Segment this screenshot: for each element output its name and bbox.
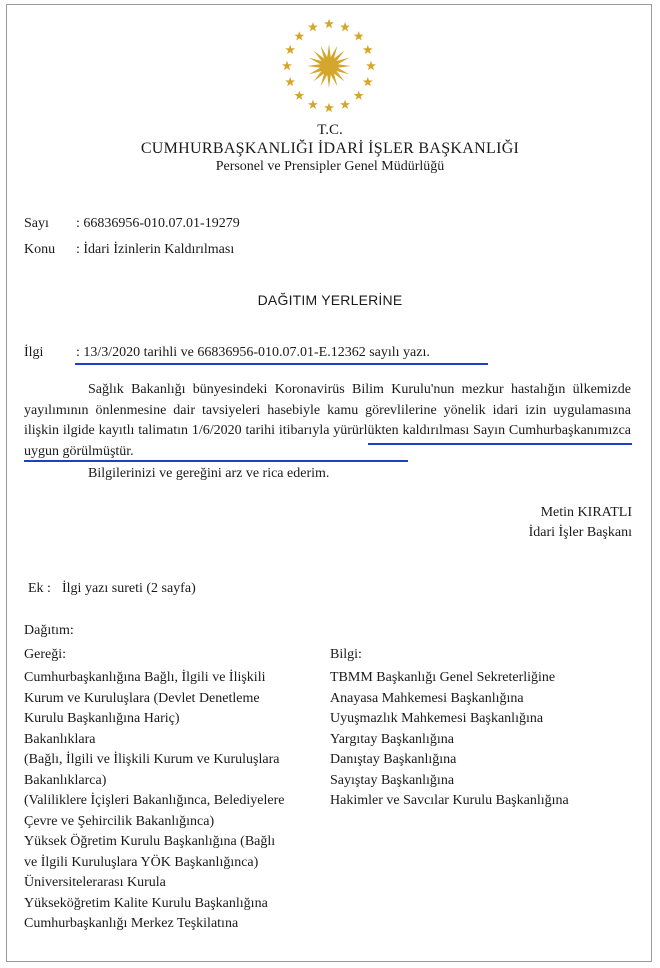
bilgi-list-item: Hakimler ve Savcılar Kurulu Başkanlığına [330,793,569,808]
bilgi-list-item: Danıştay Başkanlığına [330,752,457,767]
ilgi-label: İlgi [24,345,44,360]
header-department: Personel ve Prensipler Genel Müdürlüğü [215,159,445,174]
ek-label: Ek : [28,581,51,596]
ek-value: İlgi yazı sureti (2 sayfa) [62,581,196,596]
geregi-list-item: ve İlgili Kuruluşlara YÖK Başkanlığınca) [24,854,259,870]
sayi-label: Sayı [24,216,49,231]
sayi-value: : 66836956-010.07.01-19279 [76,216,240,231]
geregi-list-item: Üniversitelerarası Kurula [24,875,166,890]
geregi-list-item: Yükseköğretim Kalite Kurulu Başkanlığına [24,895,268,911]
bilgi-list [330,668,569,812]
geregi-list-item: Çevre ve Şehircilik Bakanlığınca) [24,813,215,829]
geregi-list-item: Cumhurbaşkanlığı Merkez Teşkilatına [24,916,239,931]
bilgi-list-item: TBMM Başkanlığı Genel Sekreterliğine [330,670,556,685]
signature-name: Metin KIRATLI [540,505,632,520]
geregi-list-item: Bakanlıklarca) [24,772,107,788]
konu-label: Konu [24,242,56,257]
highlight-underline-1 [368,443,632,445]
geregi-list-item: (Valiliklere İçişleri Bakanlığınca, Belediyelere [24,793,285,808]
highlight-underline-2 [24,460,408,462]
geregi-list-item: Cumhurbaşkanlığına Bağlı, İlgili ve İlişkili [24,670,266,685]
bilgi-list-item: Uyuşmazlık Mahkemesi Başkanlığına [330,711,544,726]
geregi-list-item: Kurulu Başkanlığına Hariç) [24,711,180,726]
header-institution: CUMHURBAŞKANLIĞI İDARİ İŞLER BAŞKANLIĞI [140,140,520,157]
geregi-list-item: Yüksek Öğretim Kurulu Başkanlığına (Bağlı [24,834,276,849]
document-title: DAĞITIM YERLERİNE [257,292,403,308]
bilgi-list-item: Sayıştay Başkanlığına [330,772,455,788]
konu-value: : İdari İzinlerin Kaldırılması [76,242,235,257]
geregi-label: Gereği: [24,647,66,662]
body-paragraph: Sağlık Bakanlığı bünyesindeki Koronavirüs Bilim Kurulu'nun mezkur hastalığın ülkemizde yayılımının önlenmesine dair tavsiyeleri hasebiyle kamu görevlilerine yönelik idari izin uygulamasına ilişkin ilgide kayıtlı talimatın 1/6/2020 tarihi itibarıyla yürürlükten kaldırılması Sayın Cumhurbaşkanımızca uygun görülmüştür. [24,382,631,459]
header-tc: T.C. [317,122,343,138]
geregi-list-item: Bakanlıklara [24,731,96,747]
bilgi-list-item: Yargıtay Başkanlığına [330,731,454,747]
bilgi-list-item: Anayasa Mahkemesi Başkanlığına [330,690,524,706]
closing-line: Bilgilerinizi ve gereğini arz ve rica ederim. [88,466,330,481]
signature-title: İdari İşler Başkanı [528,525,632,540]
presidential-emblem-icon [279,16,379,116]
geregi-list-item: Kurum ve Kuruluşlara (Devlet Denetleme [24,690,260,706]
geregi-list-item: (Bağlı, İlgili ve İlişkili Kurum ve Kuruluşlara [24,752,280,767]
ilgi-underline [75,363,488,365]
distribution-label: Dağıtım: [24,623,74,638]
geregi-list [24,668,284,935]
bilgi-label: Bilgi: [330,647,362,662]
ilgi-value: : 13/3/2020 tarihli ve 66836956-010.07.01-E.12362 sayılı yazı. [76,345,430,360]
